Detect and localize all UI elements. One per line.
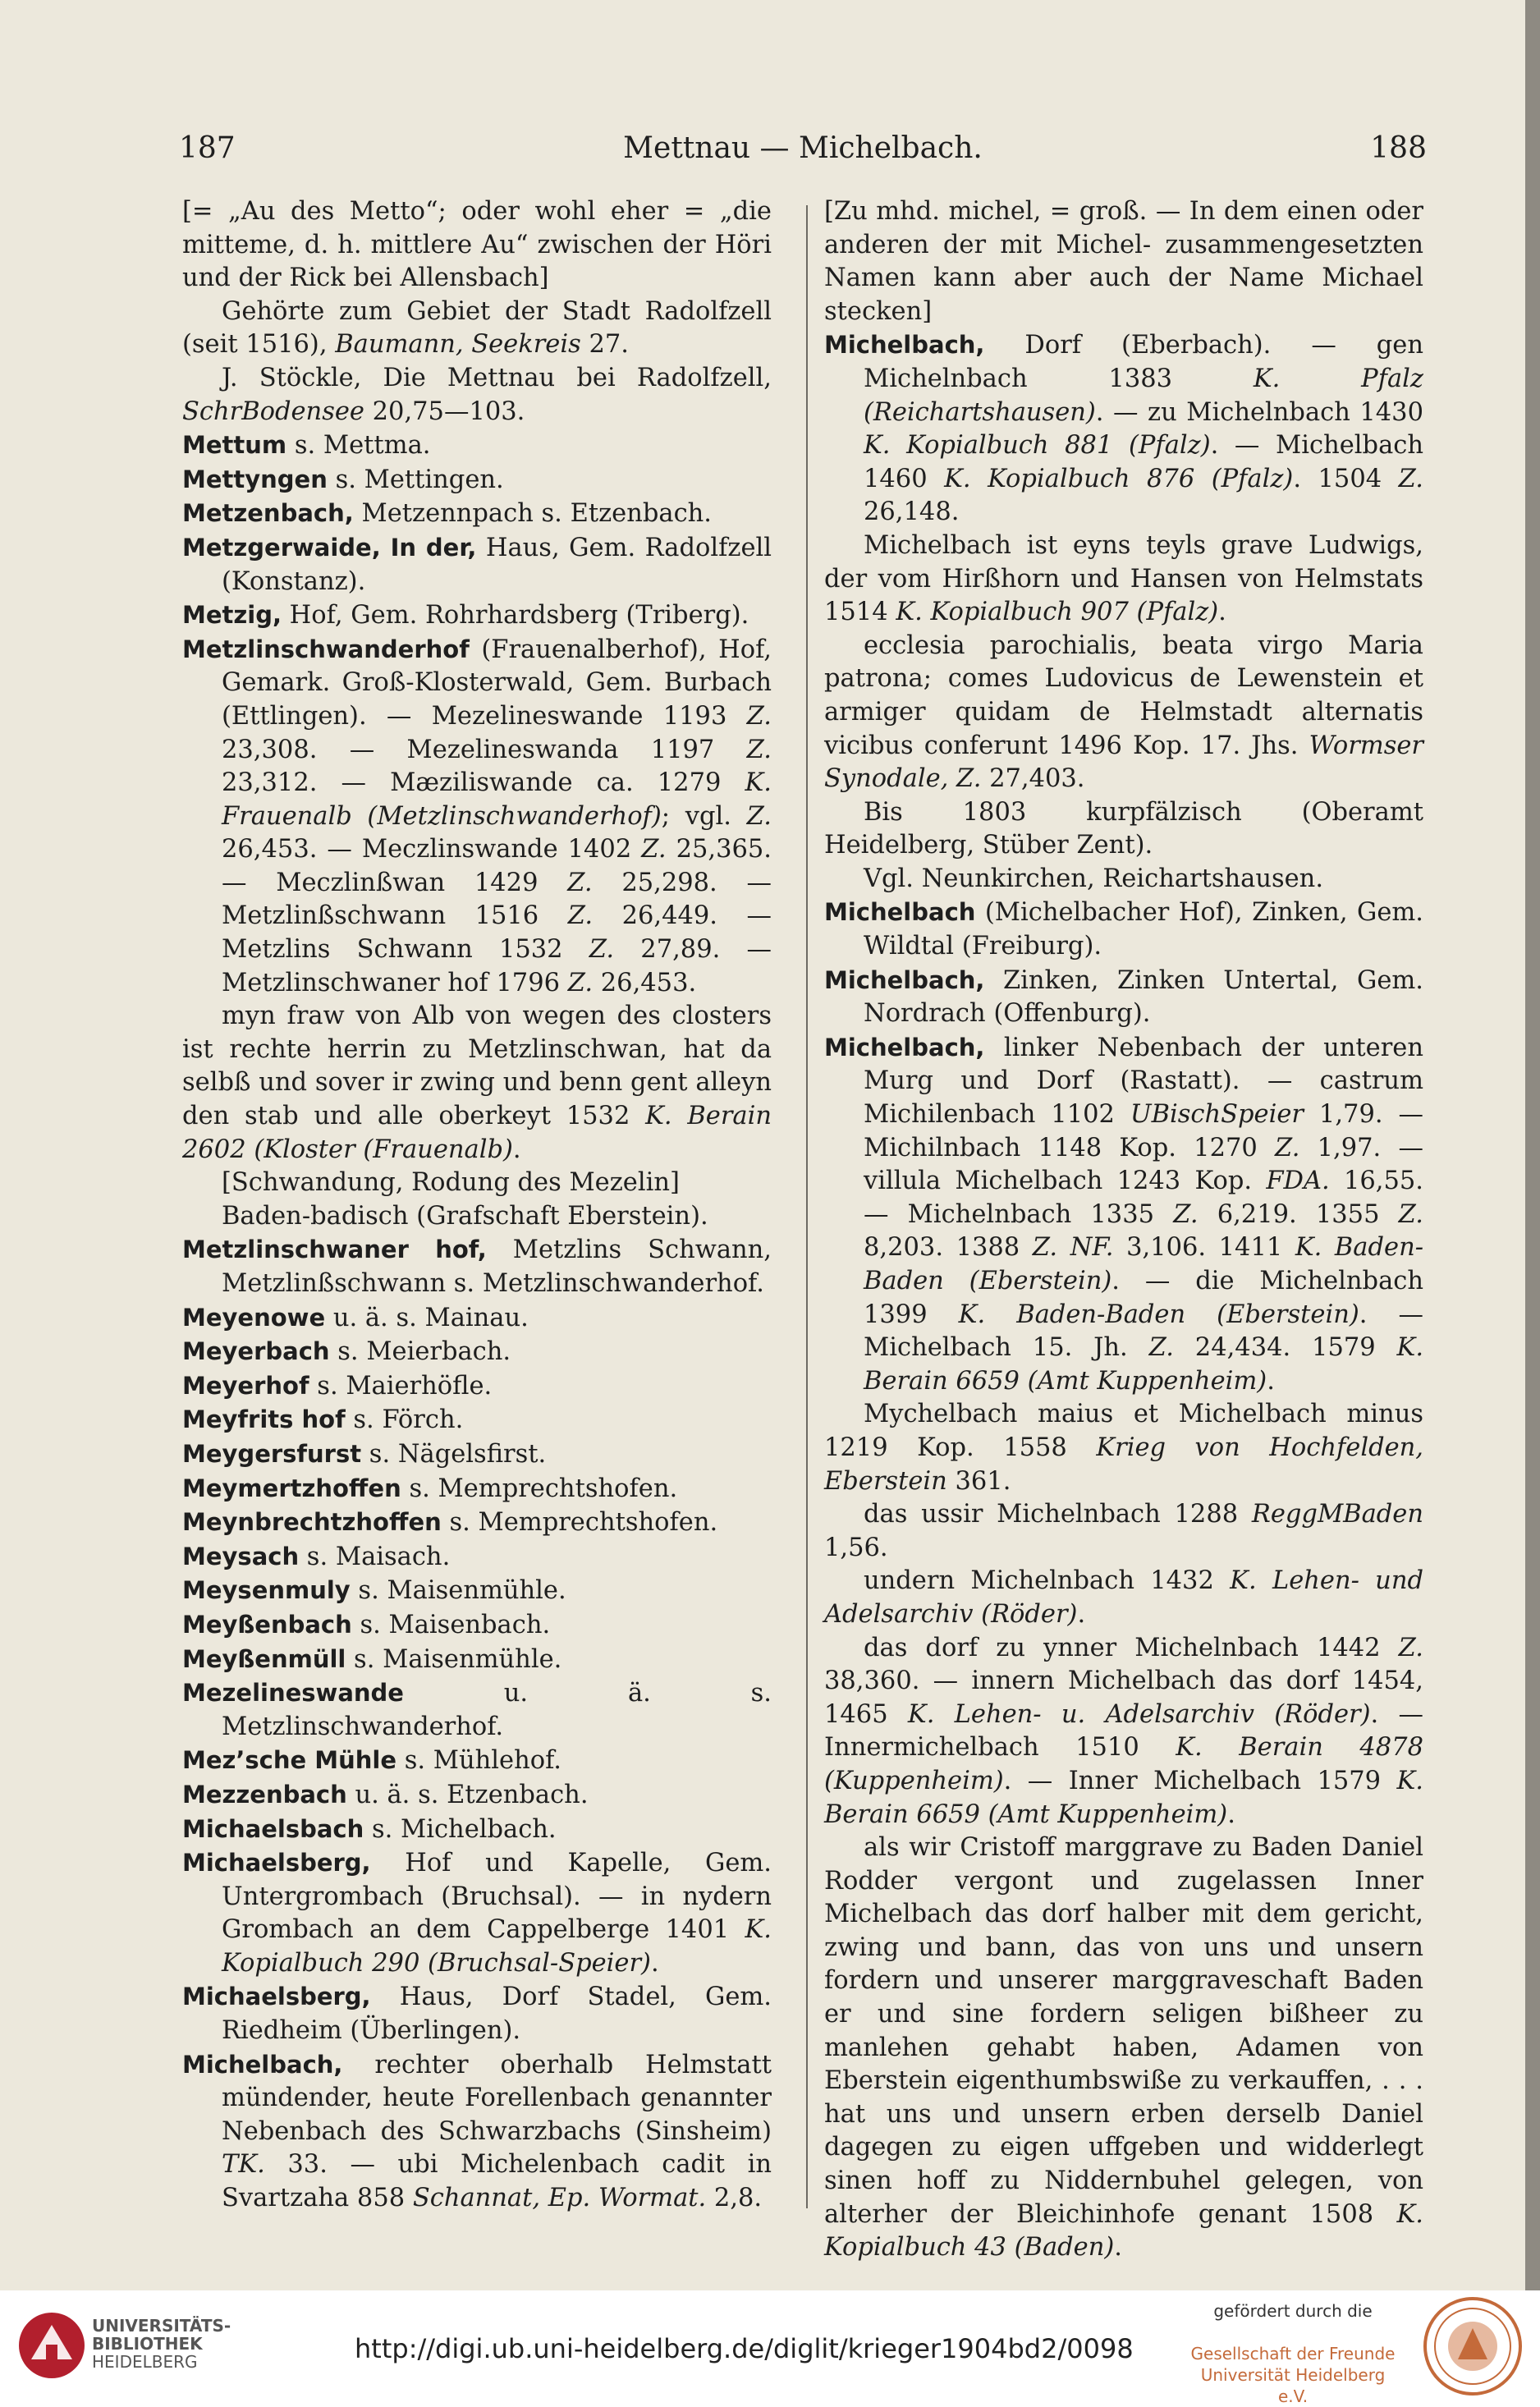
entry-paragraph	[182, 1846, 772, 1980]
entry-paragraph	[824, 1632, 1423, 1832]
headword: Michelbach,	[824, 1033, 985, 1061]
entry-text: [Schwandung, Rodung des Mezelin]	[222, 1168, 680, 1198]
source-reference: K. Baden-Baden (Eberstein)	[864, 1233, 1424, 1295]
entry-text: . — Michelbach 1460	[864, 431, 1423, 493]
source-reference: K. Berain 2602 (Kloster (Frauenalb)	[182, 1102, 772, 1164]
entry-text: s. Michelbach.	[364, 1814, 557, 1844]
entry-text: 26,449. — Metzlins Schwann 1532	[222, 901, 772, 965]
source-reference: K. Pfalz (Reichartshausen)	[864, 364, 1423, 427]
entry-text: 16,55. — Michelnbach 1335	[864, 1167, 1423, 1229]
right-column	[824, 195, 1424, 2263]
entry-text: Baden-badisch (Grafschaft Eberstein).	[222, 1201, 708, 1231]
source-reference: K. Kopialbuch 43 (Baden)	[824, 2199, 1423, 2263]
entry-paragraph	[182, 1744, 772, 1778]
source-reference: Z.	[567, 968, 594, 997]
headword: Meyerbach	[182, 1337, 330, 1366]
entry-text: als wir Cristoff marggrave zu Baden Daniel Rodder vergont und zugelassen Inner Michelbach das dorf halber mit dem gericht, zwing und bann, das von uns und unsern fordern und unserer marggraveschaft Baden er und sine fordern seligen bißheer zu manlehen gehabt haben, Adamen von Eberstein eigenthumbswiße zu verkauffen, . . . hat uns und unsern erben derselb Daniel dagegen zu eigen uffgeben und widderlegt sinen hoff zu Niddernbuhel gelegen, von alterher der Bleichinhofe genant 1508	[824, 1833, 1423, 2229]
entry-paragraph	[182, 429, 772, 463]
entry-text: s. Maierhöfle.	[309, 1371, 493, 1401]
entry-paragraph	[824, 964, 1423, 1031]
headword: Michelbach,	[824, 331, 985, 360]
entry-paragraph	[824, 195, 1423, 328]
entry-paragraph	[824, 1832, 1423, 2265]
entry-text: 23,312. — Mæziliswande ca. 1279	[222, 768, 745, 798]
entry-text: s. Maisenbach.	[351, 1610, 551, 1639]
entry-paragraph	[182, 1167, 772, 1200]
source-reference: K. Berain 6659 (Amt Kuppenheim)	[864, 1333, 1424, 1396]
entry-text: u. ä. s. Etzenbach.	[346, 1780, 589, 1809]
entry-paragraph	[182, 296, 772, 362]
entry-text: 1,56.	[824, 1533, 888, 1562]
entry-text: 1,79. — Michilnbach 1148 Kop. 1270	[864, 1100, 1423, 1162]
entry-paragraph	[182, 531, 772, 598]
headword: Michelbach,	[182, 2050, 343, 2079]
entry-text: Hof, Gem. Rohrhardsberg (Triberg).	[281, 601, 749, 630]
entry-text: 27.	[580, 330, 629, 360]
entry-text: .	[1227, 1800, 1235, 1829]
entry-paragraph	[182, 1506, 772, 1540]
entry-text: 3,106. 1411	[1113, 1233, 1295, 1263]
headword: Meysach	[182, 1542, 300, 1570]
headword: Michelbach,	[824, 965, 985, 994]
entry-paragraph	[182, 1643, 772, 1677]
headword: Metzlinschwanderhof	[182, 635, 470, 663]
entry-text: s. Maisach.	[299, 1542, 451, 1571]
entry-paragraph	[182, 1403, 772, 1437]
source-reference: Z. NF.	[1032, 1233, 1114, 1263]
entry-text: rechter oberhalb Helmstatt mündender, heute Forellenbach genannter Nebenbach des Schwarzbachs (Sinsheim)	[222, 2050, 772, 2146]
entry-text: 27,403.	[981, 764, 1085, 794]
entry-text: [Zu mhd. michel, = groß. — In dem einen oder anderen der mit Michel- zusammengesetzten Namen kann aber auch der Name Michael stecken]	[824, 197, 1423, 326]
source-reference: Z.	[567, 901, 594, 931]
entry-text: linker Nebenbach der unteren Murg und Dorf (Rastatt). — castrum Michilenbach 1102	[864, 1033, 1423, 1130]
entry-paragraph	[824, 530, 1423, 630]
headword: Michaelsbach	[182, 1814, 364, 1843]
source-reference: Z.	[746, 735, 772, 764]
left-column	[182, 195, 772, 2213]
entry-text: 38,360. — innern Michelbach das dorf 1454, 1465	[824, 1667, 1423, 1729]
entry-text: s. Nägelsfirst.	[361, 1439, 547, 1469]
entry-text: s. Maisenmühle.	[346, 1644, 562, 1674]
sponsor-block	[1186, 2300, 1400, 2407]
entry-text: 20,75—103.	[364, 397, 525, 426]
source-reference: Z.	[1398, 464, 1423, 493]
source-reference: K. Frauenalb (Metzlinschwanderhof)	[222, 768, 772, 831]
headword: Meysenmuly	[182, 1576, 351, 1605]
entry-paragraph	[182, 598, 772, 633]
entry-text: . — Inner Michelbach 1579	[1003, 1766, 1397, 1795]
entry-text: . — die Michelnbach 1399	[864, 1267, 1423, 1329]
sponsor-name-line2: Universität Heidelberg e.V.	[1200, 2365, 1386, 2406]
headword: Meyßenmüll	[182, 1644, 346, 1673]
entry-text: 25,298. — Metzlinßschwann 1516	[222, 868, 772, 931]
headword: Michelbach	[824, 898, 976, 927]
entry-text: Hof und Kapelle, Gem. Untergrombach (Bruchsal). — in nydern Grombach an dem Cappelberge 1401	[222, 1849, 772, 1945]
entry-paragraph	[182, 362, 772, 429]
entry-paragraph	[182, 1676, 772, 1744]
source-reference: TK.	[222, 2150, 265, 2180]
page-number-left: 187	[179, 131, 236, 165]
headword: Meymertzhoffen	[182, 1474, 401, 1502]
entry-text: (Frauenalberhof), Hof, Gemark. Groß-Klosterwald, Gem. Burbach (Ettlingen). — Mezelineswande 1193	[222, 635, 772, 731]
entry-paragraph	[182, 1980, 772, 2047]
entry-text: Metzennpach s. Etzenbach.	[353, 499, 712, 529]
entry-text: s. Memprechtshofen.	[401, 1474, 678, 1503]
entry-text: 6,219. 1355	[1198, 1199, 1399, 1229]
entry-text: ecclesia parochialis, beata virgo Maria patrona; comes Ludovicus de Lewenstein et armiger quidam de Helmstadt alternatis vicibus conferunt 1496 Kop. 17. Jhs.	[824, 630, 1423, 760]
source-reference: K. Berain 4878 (Kuppenheim)	[824, 1733, 1423, 1795]
entry-text: s. Memprechtshofen.	[441, 1508, 718, 1538]
entry-text: 23,308. — Mezelineswanda 1197	[222, 735, 747, 764]
library-name-line2: BIBLIOTHEK	[92, 2334, 203, 2354]
source-reference: K. Lehen- u. Adelsarchiv (Röder)	[907, 1699, 1371, 1729]
source-reference: K. Kopialbuch 290 (Bruchsal-Speier)	[222, 1915, 772, 1978]
running-header	[179, 131, 1427, 172]
headword: Meyerhof	[182, 1371, 309, 1400]
entry-paragraph	[182, 195, 772, 296]
entry-text: das ussir Michelnbach 1288	[864, 1500, 1252, 1529]
entry-text: 8,203. 1388	[864, 1233, 1033, 1263]
headword: Mettyngen	[182, 465, 328, 493]
entry-text: Vgl. Neunkirchen, Reichartshausen.	[864, 864, 1324, 893]
entry-paragraph	[182, 633, 772, 1001]
entry-text: (Michelbacher Hof), Zinken, Gem. Wildtal (Freiburg).	[864, 898, 1423, 961]
source-reference: Z.	[567, 868, 593, 897]
entry-text: .	[1218, 598, 1226, 627]
entry-text: 24,434. 1579	[1173, 1333, 1397, 1363]
entry-text: . — Innermichelbach 1510	[824, 1699, 1423, 1763]
entry-text: ; vgl.	[661, 801, 747, 831]
source-reference: FDA.	[1266, 1167, 1330, 1196]
entry-text: Mychelbach maius et Michelbach minus 1219 Kop. 1558	[824, 1400, 1423, 1462]
headword: Mez’sche Mühle	[182, 1746, 397, 1775]
entry-text: myn fraw von Alb von wegen des closters ist rechte herrin zu Metzlinschwan, hat da selbß und sover ir zwing und benn gent alleyn den stab und alle oberkeyt 1532	[182, 1002, 772, 1131]
permalink-url[interactable]: http://digi.ub.uni-heidelberg.de/diglit/krieger1904bd2/0098	[355, 2333, 1134, 2364]
entry-text: Haus, Dorf Stadel, Gem. Riedheim (Überlingen).	[222, 1983, 772, 2046]
column-divider	[806, 205, 808, 2208]
headword: Metzgerwaide, In der,	[182, 533, 477, 562]
headword: Metzenbach,	[182, 499, 354, 528]
library-name-line1: UNIVERSITÄTS-	[92, 2316, 231, 2336]
entry-paragraph	[824, 1498, 1423, 1565]
entry-text: Dorf (Eberbach). — gen Michelnbach 1383	[864, 331, 1423, 393]
university-seal-icon	[1422, 2295, 1524, 2397]
headword: Meyßenbach	[182, 1610, 352, 1639]
entry-text: [= „Au des Metto“; oder wohl eher = „die mitteme, d. h. mittlere Au“ zwischen der Höri und der Rick bei Allensbach]	[182, 197, 772, 293]
page-number-right: 188	[1370, 131, 1427, 165]
entry-text: Gehörte zum Gebiet der Stadt Radolfzell (seit 1516),	[182, 296, 772, 360]
entry-text: Haus, Gem. Radolfzell (Konstanz).	[222, 533, 772, 596]
entry-text: Zinken, Zinken Untertal, Gem. Nordrach (Offenburg).	[864, 965, 1423, 1029]
entry-paragraph	[182, 497, 772, 531]
entry-text: 25,365. — Meczlinßwan 1429	[222, 835, 772, 897]
entry-text: . — zu Michelnbach 1430	[1095, 397, 1423, 427]
headword: Metzig,	[182, 601, 282, 630]
entry-paragraph	[824, 328, 1423, 530]
entry-text: 2,8.	[706, 2184, 763, 2213]
entry-text: 33. — ubi Michelenbach cadit in Svartzaha 858	[222, 2150, 772, 2213]
source-reference: Z.	[1398, 1633, 1423, 1662]
headword: Mezelineswande	[182, 1679, 404, 1708]
entry-text: s. Förch.	[345, 1405, 464, 1435]
source-reference: SchrBodensee	[182, 397, 364, 426]
headword: Metzlinschwaner hof,	[182, 1236, 487, 1264]
source-reference: K. Kopialbuch 881 (Pfalz)	[864, 431, 1211, 461]
source-reference: K. Kopialbuch 907 (Pfalz)	[896, 598, 1219, 627]
entry-text: Bis 1803 kurpfälzisch (Oberamt Heidelberg, Stüber Zent).	[824, 797, 1423, 860]
entry-text: 26,148.	[864, 497, 960, 527]
entry-text: 1,97. — villula Michelbach 1243 Kop.	[864, 1133, 1423, 1196]
entry-paragraph	[182, 1301, 772, 1336]
university-library-logo-icon	[15, 2308, 89, 2382]
entry-text: undern Michelnbach 1432	[864, 1566, 1231, 1596]
entry-text: s. Mettma.	[286, 431, 431, 461]
entry-paragraph	[182, 1233, 772, 1300]
entry-text: 26,453. — Meczlinswande 1402	[222, 835, 642, 864]
source-reference: Z.	[746, 701, 772, 731]
headword: Meynbrechtzhoffen	[182, 1508, 442, 1537]
entry-text: .	[1114, 2233, 1122, 2263]
entry-paragraph	[182, 1335, 772, 1369]
source-reference: Z.	[1173, 1199, 1199, 1229]
entry-text: .	[1077, 1599, 1086, 1629]
entry-text: s. Meierbach.	[329, 1337, 511, 1367]
source-reference: K. Baden-Baden (Eberstein)	[958, 1300, 1359, 1329]
source-reference: Krieg von Hochfelden, Eberstein	[824, 1433, 1423, 1496]
entry-text: 26,453.	[593, 968, 697, 997]
source-reference: Wormser Synodale, Z.	[824, 731, 1423, 794]
entry-paragraph	[182, 1000, 772, 1167]
source-reference: Z.	[589, 935, 615, 965]
source-reference: K. Berain 6659 (Amt Kuppenheim)	[824, 1766, 1423, 1829]
source-reference: Z.	[641, 835, 667, 864]
library-name	[92, 2317, 231, 2371]
entry-paragraph	[182, 1540, 772, 1575]
entry-text: u. ä. s. Mainau.	[325, 1303, 529, 1332]
entry-paragraph	[824, 796, 1423, 863]
entry-text: J. Stöckle, Die Mettnau bei Radolfzell,	[222, 363, 772, 392]
entry-paragraph	[182, 1608, 772, 1643]
entry-text: Metzlins Schwann, Metzlinßschwann s. Metzlinschwanderhof.	[222, 1236, 772, 1298]
entry-text: . 1504	[1293, 464, 1399, 493]
entry-paragraph	[182, 1200, 772, 1234]
source-reference: Baumann, Seekreis	[335, 330, 581, 360]
entry-text: 361.	[946, 1466, 1011, 1496]
entry-paragraph	[182, 1574, 772, 1608]
entry-text: .	[650, 1948, 659, 1978]
entry-paragraph	[182, 2048, 772, 2216]
source-reference: Z.	[1148, 1333, 1174, 1363]
entry-text: u. ä. s. Metzlinschwanderhof.	[222, 1679, 772, 1741]
entry-text: Michelbach ist eyns teyls grave Ludwigs, der vom Hirßhorn und Hansen von Helmstats 1514	[824, 530, 1423, 627]
sponsor-name-line1: Gesellschaft der Freunde	[1190, 2344, 1396, 2363]
entry-text: s. Mühlehof.	[396, 1746, 562, 1776]
entry-paragraph	[182, 1813, 772, 1847]
headword: Meyfrits hof	[182, 1405, 346, 1434]
entry-paragraph	[824, 1031, 1423, 1399]
source-reference: K. Lehen- und Adelsarchiv (Röder)	[824, 1566, 1423, 1629]
source-reference: Z.	[1275, 1133, 1300, 1162]
entry-text: s. Mettingen.	[327, 465, 504, 494]
entry-text: 27,89. — Metzlinschwaner hof 1796	[222, 935, 772, 997]
entry-paragraph	[182, 463, 772, 497]
headword: Meygersfurst	[182, 1439, 362, 1468]
library-name-line3: HEIDELBERG	[92, 2352, 198, 2372]
entry-paragraph	[824, 630, 1423, 796]
entry-text: das dorf zu ynner Michelnbach 1442	[864, 1633, 1399, 1662]
source-reference: Schannat, Ep. Wormat.	[412, 2184, 707, 2213]
entry-paragraph	[182, 1369, 772, 1404]
entry-paragraph	[824, 863, 1423, 896]
headword: Michaelsberg,	[182, 1849, 371, 1877]
entry-paragraph	[182, 1437, 772, 1472]
headword: Michaelsberg,	[182, 1983, 371, 2011]
entry-paragraph	[824, 1398, 1423, 1498]
entry-paragraph	[182, 1472, 772, 1506]
entry-text: . — Michelbach 15. Jh.	[864, 1300, 1423, 1363]
entry-text: .	[512, 1135, 521, 1164]
running-title: Mettnau — Michelbach.	[623, 131, 983, 165]
entry-paragraph	[182, 1778, 772, 1813]
entry-text: s. Maisenmühle.	[350, 1576, 566, 1606]
headword: Meyenowe	[182, 1303, 326, 1332]
sponsor-intro: gefördert durch die	[1213, 2301, 1373, 2321]
source-reference: UBischSpeier	[1130, 1100, 1304, 1130]
source-reference: Z.	[1398, 1199, 1424, 1229]
source-reference: ReggMBaden	[1251, 1500, 1423, 1529]
source-reference: Z.	[746, 801, 772, 831]
headword: Mezzenbach	[182, 1780, 347, 1809]
source-reference: K. Kopialbuch 876 (Pfalz)	[944, 464, 1294, 493]
headword: Mettum	[182, 431, 287, 460]
page-edge-shadow	[1525, 0, 1540, 2290]
entry-text: .	[1267, 1366, 1275, 1396]
entry-paragraph	[824, 896, 1423, 963]
entry-paragraph	[824, 1565, 1423, 1631]
